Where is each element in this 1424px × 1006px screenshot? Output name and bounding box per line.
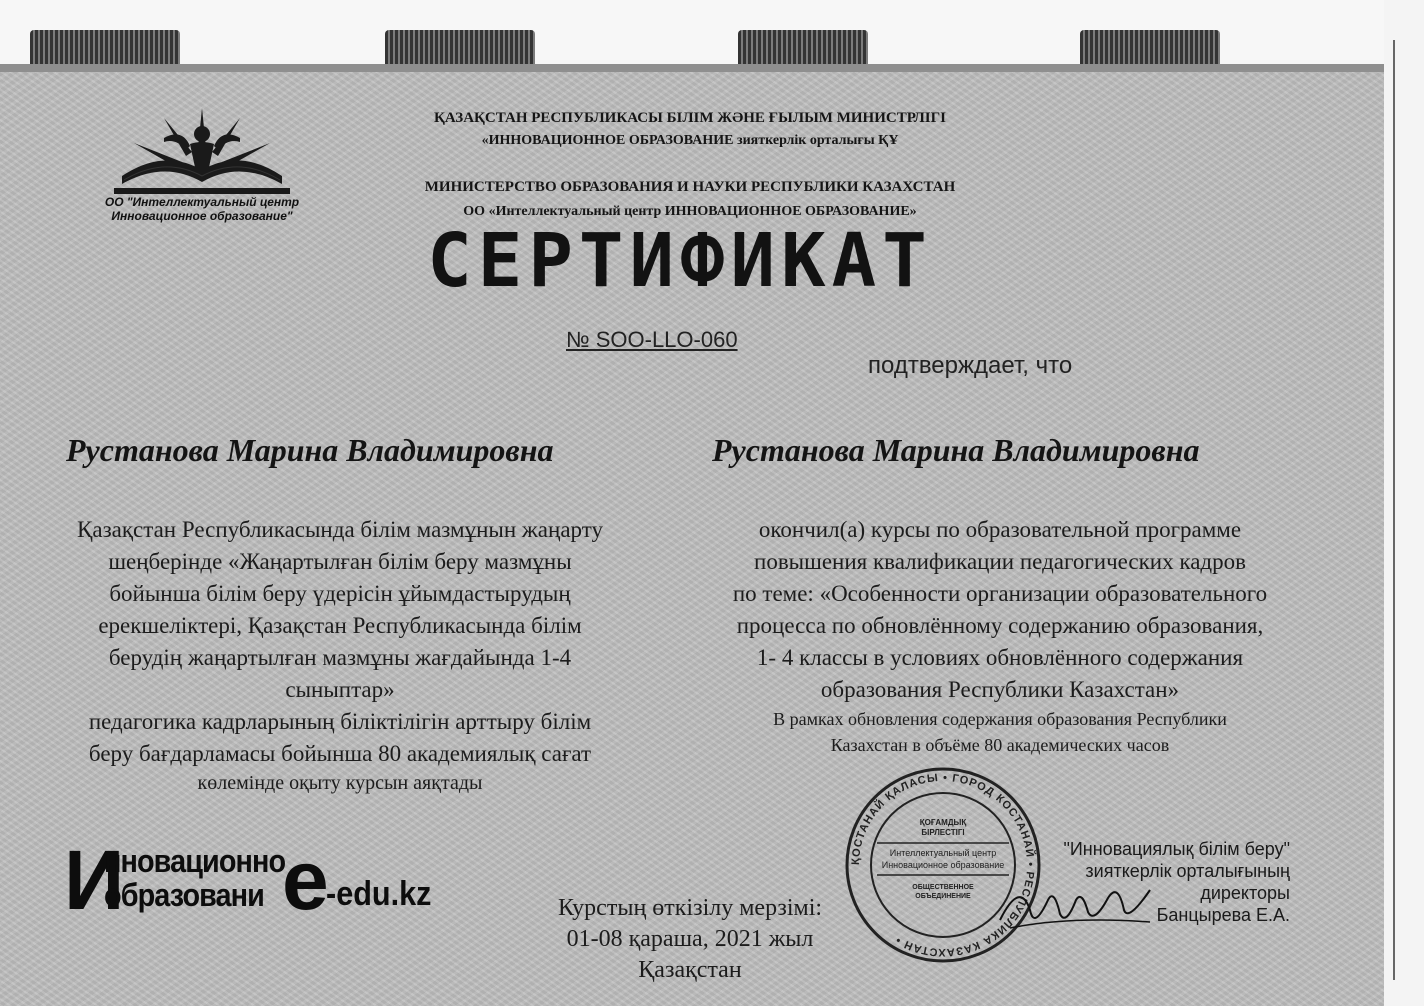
brand-word-bottom: образовани <box>104 877 264 913</box>
stamp-text: Интеллектуальный центр <box>889 848 997 858</box>
brand-word-top: нновационно <box>104 843 286 879</box>
logo-caption <box>104 195 300 223</box>
ru-text-line: образования Республики Казахстан» <box>820 677 1180 702</box>
logo-caption-line: ОО "Интеллектуальный центр <box>104 195 300 209</box>
ru-text-line: окончил(а) курсы по образовательной программе <box>758 517 1242 542</box>
certificate-number: № SOO-LLO-060 <box>566 327 738 352</box>
logo-caption-line: Инновационное образование" <box>111 209 293 223</box>
signatory-line: директоры <box>1200 883 1290 903</box>
stamp-text: ҚОҒАМДЫҚ <box>919 818 967 827</box>
kz-text-line: берудің жаңартылған мазмұны жағдайында 1-4 <box>108 645 572 670</box>
kz-text-line: педагогика кадрларының біліктілігін арттыру білім <box>88 709 592 734</box>
recipient-name-ru: Рустанова Марина Владимировна <box>712 432 1200 468</box>
ru-course-description <box>660 514 1340 758</box>
kz-center-heading: «ИННОВАЦИОННОЕ ОБРАЗОВАНИЕ зияткерлік орталығы ҚҰ <box>481 133 899 148</box>
kz-text-line: ерекшеліктері, Қазақстан Республикасында білім <box>98 613 582 638</box>
brand-site: -edu.kz <box>326 875 432 913</box>
course-dates-label: Курстың өткізілу мерзімі: <box>557 895 823 921</box>
ru-text-line: Казахстан в объёме 80 академических часов <box>830 735 1170 755</box>
ru-text-line: повышения квалификации педагогических кадров <box>754 549 1246 574</box>
ru-center-heading: ОО «Интеллектуальный центр ИННОВАЦИОННОЕ ОБРАЗОВАНИЕ» <box>463 204 917 219</box>
brand-logo <box>64 833 432 927</box>
ru-text-line: процесса по обновлённому содержанию образования, <box>736 613 1264 638</box>
scan-edge-line <box>1393 40 1395 980</box>
handwritten-signature-icon <box>990 870 1160 940</box>
ru-ministry-heading: МИНИСТЕРСТВО ОБРАЗОВАНИЯ И НАУКИ РЕСПУБЛИКИ КАЗАХСТАН <box>424 179 956 195</box>
kz-text-line: бойынша білім беру үдерісін ұйымдастырудың <box>109 581 571 606</box>
confirms-text: подтверждает, что <box>868 352 1073 379</box>
course-dates: 01-08 қараша, 2021 жыл <box>566 926 814 952</box>
signatory-name: Банцырева Е.А. <box>1156 905 1290 925</box>
stamp-text: Инновационное образование <box>881 860 1005 870</box>
course-dates-block <box>520 893 860 986</box>
stamp-text: ОБЩЕСТВЕННОЕ <box>912 884 974 891</box>
signatory-line: зияткерлік орталығының <box>1085 861 1290 881</box>
ru-text-line: В рамках обновления содержания образования Республики <box>773 709 1227 729</box>
scan-margin <box>1384 0 1424 1006</box>
recipient-name-kz: Рустанова Марина Владимировна <box>66 432 554 468</box>
stamp-text: ОБЪЕДИНЕНИЕ <box>915 893 971 900</box>
stamp-text: БІРЛЕСТІГІ <box>921 828 965 837</box>
course-place: Қазақстан <box>638 957 742 983</box>
stamp-outer-text: ҚОСТАНАЙ ҚАЛАСЫ • ГОРОД КОСТАНАЙ • РЕСПУБЛИКА КАЗАХСТАН • <box>849 771 1037 959</box>
kz-course-description <box>20 514 660 796</box>
kz-text-line: беру бағдарламасы бойынша 80 академиялық сағат <box>88 741 592 766</box>
brand-letter: И <box>64 833 125 927</box>
kz-ministry-heading: ҚАЗАҚСТАН РЕСПУБЛИКАСЫ БІЛІМ ЖӘНЕ ҒЫЛЫМ МИНИСТРЛІГІ <box>433 110 947 126</box>
ru-text-line: 1- 4 классы в условиях обновлённого содержания <box>756 645 1244 670</box>
kz-text-line: шеңберінде «Жаңартылған білім беру мазмұны <box>108 549 572 574</box>
ru-text-line: по теме: «Особенности организации образовательного <box>732 581 1268 606</box>
kz-text-line: сыныптар» <box>285 677 395 702</box>
kz-text-line: Қазақстан Республикасында білім мазмұнын жаңарту <box>77 517 603 542</box>
signatory-line: "Инновациялық білім беру" <box>1063 839 1290 859</box>
certificate-title: СЕРТИФИКАТ <box>427 218 933 304</box>
brand-letter: е <box>282 833 329 927</box>
kz-text-line: көлемінде оқыту курсын аяқтады <box>197 772 483 794</box>
